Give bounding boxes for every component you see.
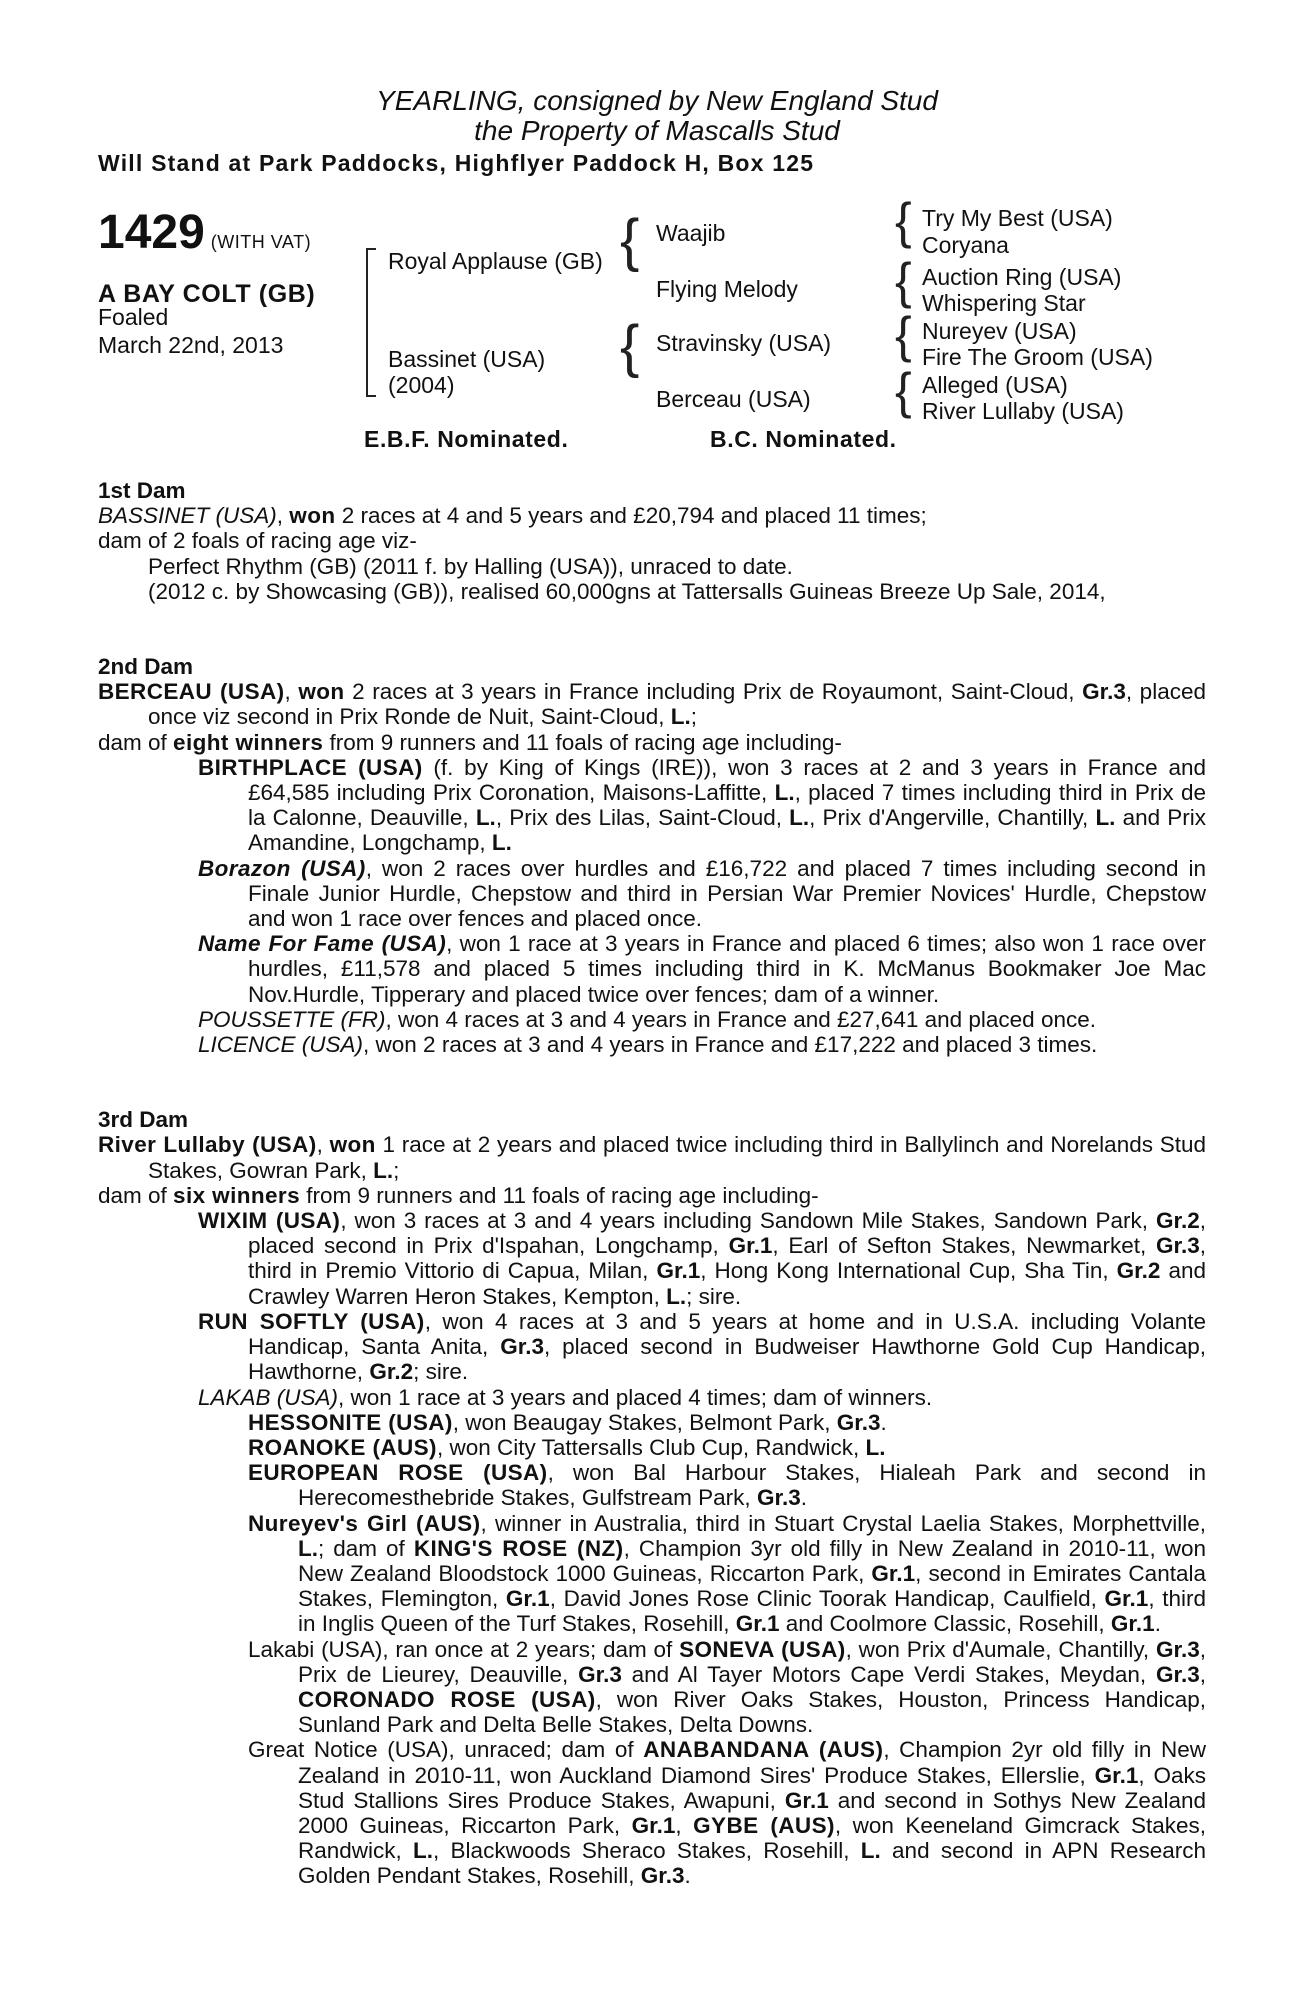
- dam-details: [98, 478, 1206, 1889]
- pedigree-sdd: Whispering Star: [922, 290, 1086, 316]
- pedigree-dam: Bassinet (USA): [388, 346, 546, 372]
- first-dam-line-2: dam of 2 foals of racing age viz-: [98, 528, 417, 554]
- third-dam-heading: 3rd Dam: [98, 1107, 189, 1133]
- second-dam-produce-3: Name For Fame (USA), won 1 race at 3 years in France and placed 6 times; also won 1 race over hurdles, £11,578 and placed 5 times including third in K. McManus Bookmaker Joe Mac Nov.Hurdle, Tipperary and placed twice over fences; dam of a winner.: [198, 931, 1206, 1007]
- first-dam-produce-1: Perfect Rhythm (GB) (2011 f. by Halling (USA)), unraced to date.: [148, 553, 793, 579]
- third-dam-grand-4: Nureyev's Girl (AUS), winner in Australia, third in Stuart Crystal Laelia Stakes, Morphettville, L.; dam of KING'S ROSE (NZ), Champion 3yr old filly in New Zealand in 2010-11, won New Zealand Bloodstock 1000 Guineas, Riccarton Park, Gr.1, second in Emirates Cantala Stakes, Flemington, Gr.1, David Jones Rose Clinic Toorak Handicap, Caulfield, Gr.1, third in Inglis Queen of the Turf Stakes, Rosehill, Gr.1 and Coolmore Classic, Rosehill, Gr.1.: [248, 1510, 1207, 1637]
- foaled-date: March 22nd, 2013: [98, 332, 284, 358]
- pedigree-sd: Flying Melody: [656, 276, 798, 302]
- lot-name: A BAY COLT (GB): [98, 280, 316, 308]
- third-dam-line-1: River Lullaby (USA), won 1 race at 2 years and placed twice including third in Ballylinch and Norelands Stud Stakes, Gowran Park, L.;: [98, 1132, 1206, 1183]
- pedigree-ddd: River Lullaby (USA): [922, 398, 1124, 424]
- foaled-label: Foaled: [98, 304, 169, 330]
- ebf-nominated: E.B.F. Nominated.: [364, 426, 569, 452]
- pedigree-bracket-dam: {: [620, 314, 640, 379]
- pedigree-sire: Royal Applause (GB): [388, 248, 603, 274]
- header-line-2: the Property of Mascalls Stud: [474, 115, 840, 146]
- first-dam-heading: 1st Dam: [98, 478, 186, 503]
- second-dam-produce-1: BIRTHPLACE (USA) (f. by King of Kings (IRE)), won 3 races at 2 and 3 years in France and £64,585 including Prix Coronation, Maisons-Laffitte, L., placed 7 times including third in Prix de la Calonne, Deauville, L., Prix des Lilas, Saint-Cloud, L., Prix d'Angerville, Chantilly, L. and Prix Amandine, Longchamp, L.: [198, 754, 1207, 856]
- second-dam-produce-5: LICENCE (USA), won 2 races at 3 and 4 years in France and £17,222 and placed 3 times.: [198, 1032, 1098, 1058]
- pedigree-dam-year: (2004): [388, 372, 455, 398]
- third-dam-grand-3: EUROPEAN ROSE (USA), won Bal Harbour Stakes, Hialeah Park and second in Herecomesthebride Stakes, Gulfstream Park, Gr.3.: [248, 1460, 1206, 1511]
- second-dam-heading: 2nd Dam: [98, 654, 194, 680]
- second-dam-line-2: dam of eight winners from 9 runners and 11 foals of racing age including-: [98, 729, 842, 755]
- pedigree-ss: Waajib: [656, 220, 726, 246]
- third-dam-produce-3: LAKAB (USA), won 1 race at 3 years and placed 4 times; dam of winners.: [198, 1384, 933, 1410]
- bc-nominated: B.C. Nominated.: [710, 426, 897, 452]
- pedigree-bracket-ds: {: [895, 307, 912, 363]
- header-location: Will Stand at Park Paddocks, Highflyer Paddock H, Box 125: [98, 150, 815, 176]
- pedigree-dd: Berceau (USA): [656, 386, 811, 412]
- lot-number: [98, 205, 311, 260]
- pedigree-bracket-sd: {: [895, 253, 912, 309]
- pedigree-sss: Try My Best (USA): [922, 205, 1113, 231]
- second-dam-produce-4: POUSSETTE (FR), won 4 races at 3 and 4 years in France and £27,641 and placed once.: [198, 1006, 1096, 1032]
- vat-note: (WITH VAT): [210, 232, 312, 252]
- first-dam-line-1: BASSINET (USA), won 2 races at 4 and 5 years and £20,794 and placed 11 times;: [98, 503, 927, 529]
- third-dam-grand-6: Great Notice (USA), unraced; dam of ANABANDANA (AUS), Champion 2yr old filly in New Zealand in 2010-11, won Auckland Diamond Sires' Produce Stakes, Ellerslie, Gr.1, Oaks Stud Stallions Sires Produce Stakes, Awapuni, Gr.1 and second in Sothys New Zealand 2000 Guineas, Riccarton Park, Gr.1, GYBE (AUS), won Keeneland Gimcrack Stakes, Randwick, L., Blackwoods Sheraco Stakes, Rosehill, L. and second in APN Research Golden Pendant Stakes, Rosehill, Gr.3.: [248, 1737, 1207, 1889]
- pedigree-dsd: Fire The Groom (USA): [922, 344, 1153, 370]
- pedigree-bracket-sire: {: [620, 208, 640, 273]
- pedigree-dss: Nureyev (USA): [922, 318, 1077, 344]
- pedigree-sds: Auction Ring (USA): [922, 264, 1122, 290]
- header-line-1: YEARLING, consigned by New England Stud: [376, 85, 938, 116]
- second-dam-line-1: BERCEAU (USA), won 2 races at 3 years in France including Prix de Royaumont, Saint-Cloud, Gr.3, placed once viz second in Prix Ronde de Nuit, Saint-Cloud, L.;: [98, 679, 1206, 730]
- pedigree-bracket-dd: {: [895, 363, 912, 419]
- second-dam-produce-2: Borazon (USA), won 2 races over hurdles and £16,722 and placed 7 times including second in Finale Junior Hurdle, Chepstow and third in Persian War Premier Novices' Hurdle, Chepstow and won 1 race over fences and placed once.: [198, 855, 1206, 932]
- third-dam-produce-2: RUN SOFTLY (USA), won 4 races at 3 and 5 years at home and in U.S.A. including Volante Handicap, Santa Anita, Gr.3, placed second in Budweiser Hawthorne Gold Cup Handicap, Hawthorne, Gr.2; sire.: [198, 1308, 1207, 1385]
- pedigree-bracket-main: [366, 248, 376, 397]
- lot-number-value: 1429: [98, 206, 205, 259]
- pedigree-ds: Stravinsky (USA): [656, 330, 832, 356]
- pedigree-bracket-ss: {: [895, 193, 912, 249]
- first-dam-produce-2: (2012 c. by Showcasing (GB)), realised 60,000gns at Tattersalls Guineas Breeze Up Sale, 2014,: [148, 578, 1106, 604]
- third-dam-grand-5: Lakabi (USA), ran once at 2 years; dam of SONEVA (USA), won Prix d'Aumale, Chantilly, Gr.3, Prix de Lieurey, Deauville, Gr.3 and Al Tayer Motors Cape Verdi Stakes, Meydan, Gr.3, CORONADO ROSE (USA), won River Oaks Stakes, Houston, Princess Handicap, Sunland Park and Delta Belle Stakes, Delta Downs.: [248, 1636, 1206, 1738]
- third-dam-grand-2: ROANOKE (AUS), won City Tattersalls Club Cup, Randwick, L.: [248, 1434, 886, 1460]
- pedigree-dds: Alleged (USA): [922, 372, 1068, 398]
- third-dam-line-2: dam of six winners from 9 runners and 11 foals of racing age including-: [98, 1182, 819, 1208]
- pedigree-ssd: Coryana: [922, 232, 1009, 258]
- third-dam-produce-1: WIXIM (USA), won 3 races at 3 and 4 years including Sandown Mile Stakes, Sandown Park, Gr.2, placed second in Prix d'Ispahan, Longchamp, Gr.1, Earl of Sefton Stakes, Newmarket, Gr.3, third in Premio Vittorio di Capua, Milan, Gr.1, Hong Kong International Cup, Sha Tin, Gr.2 and Crawley Warren Heron Stakes, Kempton, L.; sire.: [198, 1208, 1207, 1309]
- third-dam-grand-1: HESSONITE (USA), won Beaugay Stakes, Belmont Park, Gr.3.: [248, 1409, 887, 1435]
